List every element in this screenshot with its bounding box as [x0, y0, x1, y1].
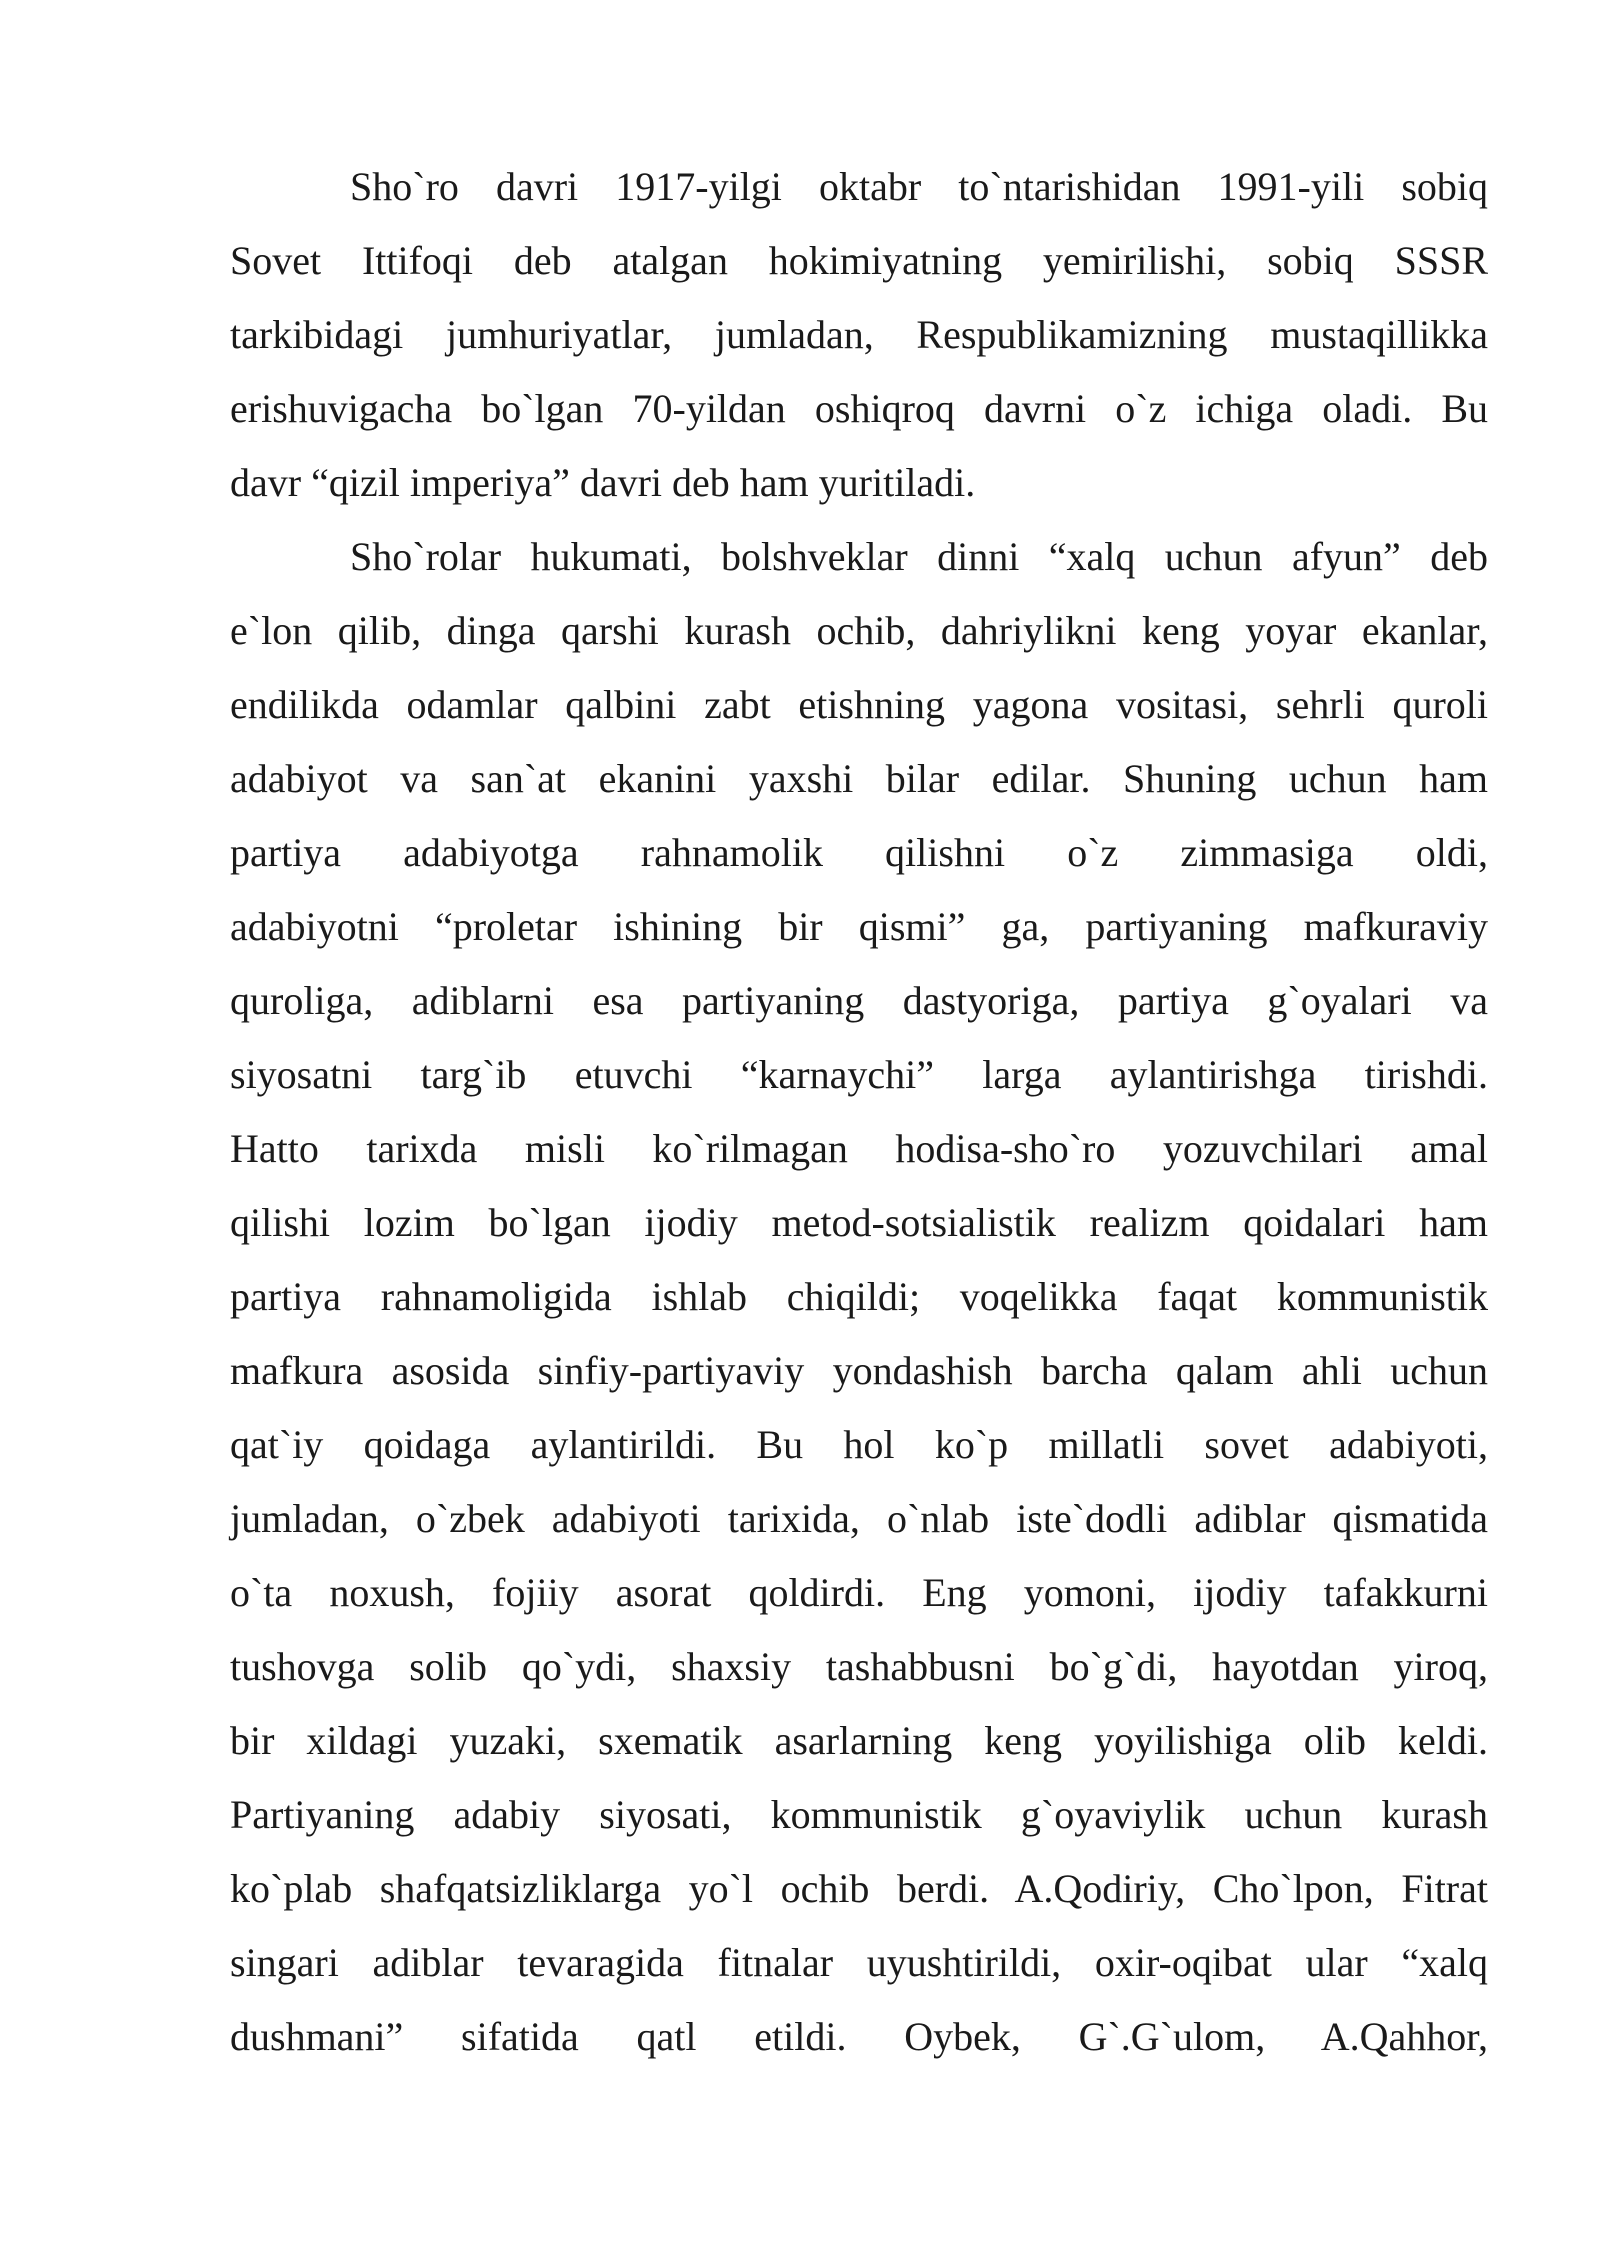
text-line: quroliga, adiblarni esa partiyaning dastyoriga, partiya g`oyalari va — [230, 978, 1488, 1023]
paragraph-2 — [230, 520, 1488, 2074]
text-line: dushmani” sifatida qatl etildi. Oybek, G`.G`ulom, A.Qahhor, — [230, 2014, 1488, 2059]
text-line: singari adiblar tevaragida fitnalar uyushtirildi, oxir-oqibat ular “xalq — [230, 1940, 1488, 1985]
text-line: davr “qizil imperiya” davri deb ham yuritiladi. — [230, 460, 976, 505]
text-line: partiya rahnamoligida ishlab chiqildi; voqelikka faqat kommunistik — [230, 1274, 1488, 1319]
text-line: mafkura asosida sinfiy-partiyaviy yondashish barcha qalam ahli uchun — [230, 1348, 1488, 1393]
text-line: o`ta noxush, fojiiy asorat qoldirdi. Eng yomoni, ijodiy tafakkurni — [230, 1570, 1488, 1615]
text-line: qat`iy qoidaga aylantirildi. Bu hol ko`p millatli sovet adabiyoti, — [230, 1422, 1488, 1467]
text-line: adabiyotni “proletar ishining bir qismi” ga, partiyaning mafkuraviy — [230, 904, 1488, 949]
text-line: bir xildagi yuzaki, sxematik asarlarning keng yoyilishiga olib keldi. — [230, 1718, 1488, 1763]
text-line: tarkibidagi jumhuriyatlar, jumladan, Respublikamizning mustaqillikka — [230, 312, 1488, 357]
text-line: e`lon qilib, dinga qarshi kurash ochib, dahriylikni keng yoyar ekanlar, — [230, 608, 1488, 653]
text-line: endilikda odamlar qalbini zabt etishning yagona vositasi, sehrli quroli — [230, 682, 1488, 727]
text-line: ko`plab shafqatsizliklarga yo`l ochib berdi. A.Qodiriy, Cho`lpon, Fitrat — [230, 1866, 1488, 1911]
body-text — [230, 150, 1488, 2074]
text-line: Sovet Ittifoqi deb atalgan hokimiyatning yemirilishi, sobiq SSSR — [230, 238, 1488, 283]
text-line: jumladan, o`zbek adabiyoti tarixida, o`nlab iste`dodli adiblar qismatida — [230, 1496, 1488, 1541]
text-line: siyosatni targ`ib etuvchi “karnaychi” larga aylantirishga tirishdi. — [230, 1052, 1488, 1097]
text-line: tushovga solib qo`ydi, shaxsiy tashabbusni bo`g`di, hayotdan yiroq, — [230, 1644, 1488, 1689]
text-line: adabiyot va san`at ekanini yaxshi bilar edilar. Shuning uchun ham — [230, 756, 1488, 801]
paragraph-1 — [230, 150, 1488, 520]
text-line: Sho`rolar hukumati, bolshveklar dinni “xalq uchun afyun” deb — [350, 534, 1488, 579]
text-line: partiya adabiyotga rahnamolik qilishni o`z zimmasiga oldi, — [230, 830, 1488, 875]
text-line: qilishi lozim bo`lgan ijodiy metod-sotsialistik realizm qoidalari ham — [230, 1200, 1488, 1245]
text-line: Partiyaning adabiy siyosati, kommunistik g`oyaviylik uchun kurash — [230, 1792, 1488, 1837]
text-line: Sho`ro davri 1917-yilgi oktabr to`ntarishidan 1991-yili sobiq — [350, 164, 1488, 209]
text-line: erishuvigacha bo`lgan 70-yildan oshiqroq davrni o`z ichiga oladi. Bu — [230, 386, 1488, 431]
text-line: Hatto tarixda misli ko`rilmagan hodisa-sho`ro yozuvchilari amal — [230, 1126, 1488, 1171]
